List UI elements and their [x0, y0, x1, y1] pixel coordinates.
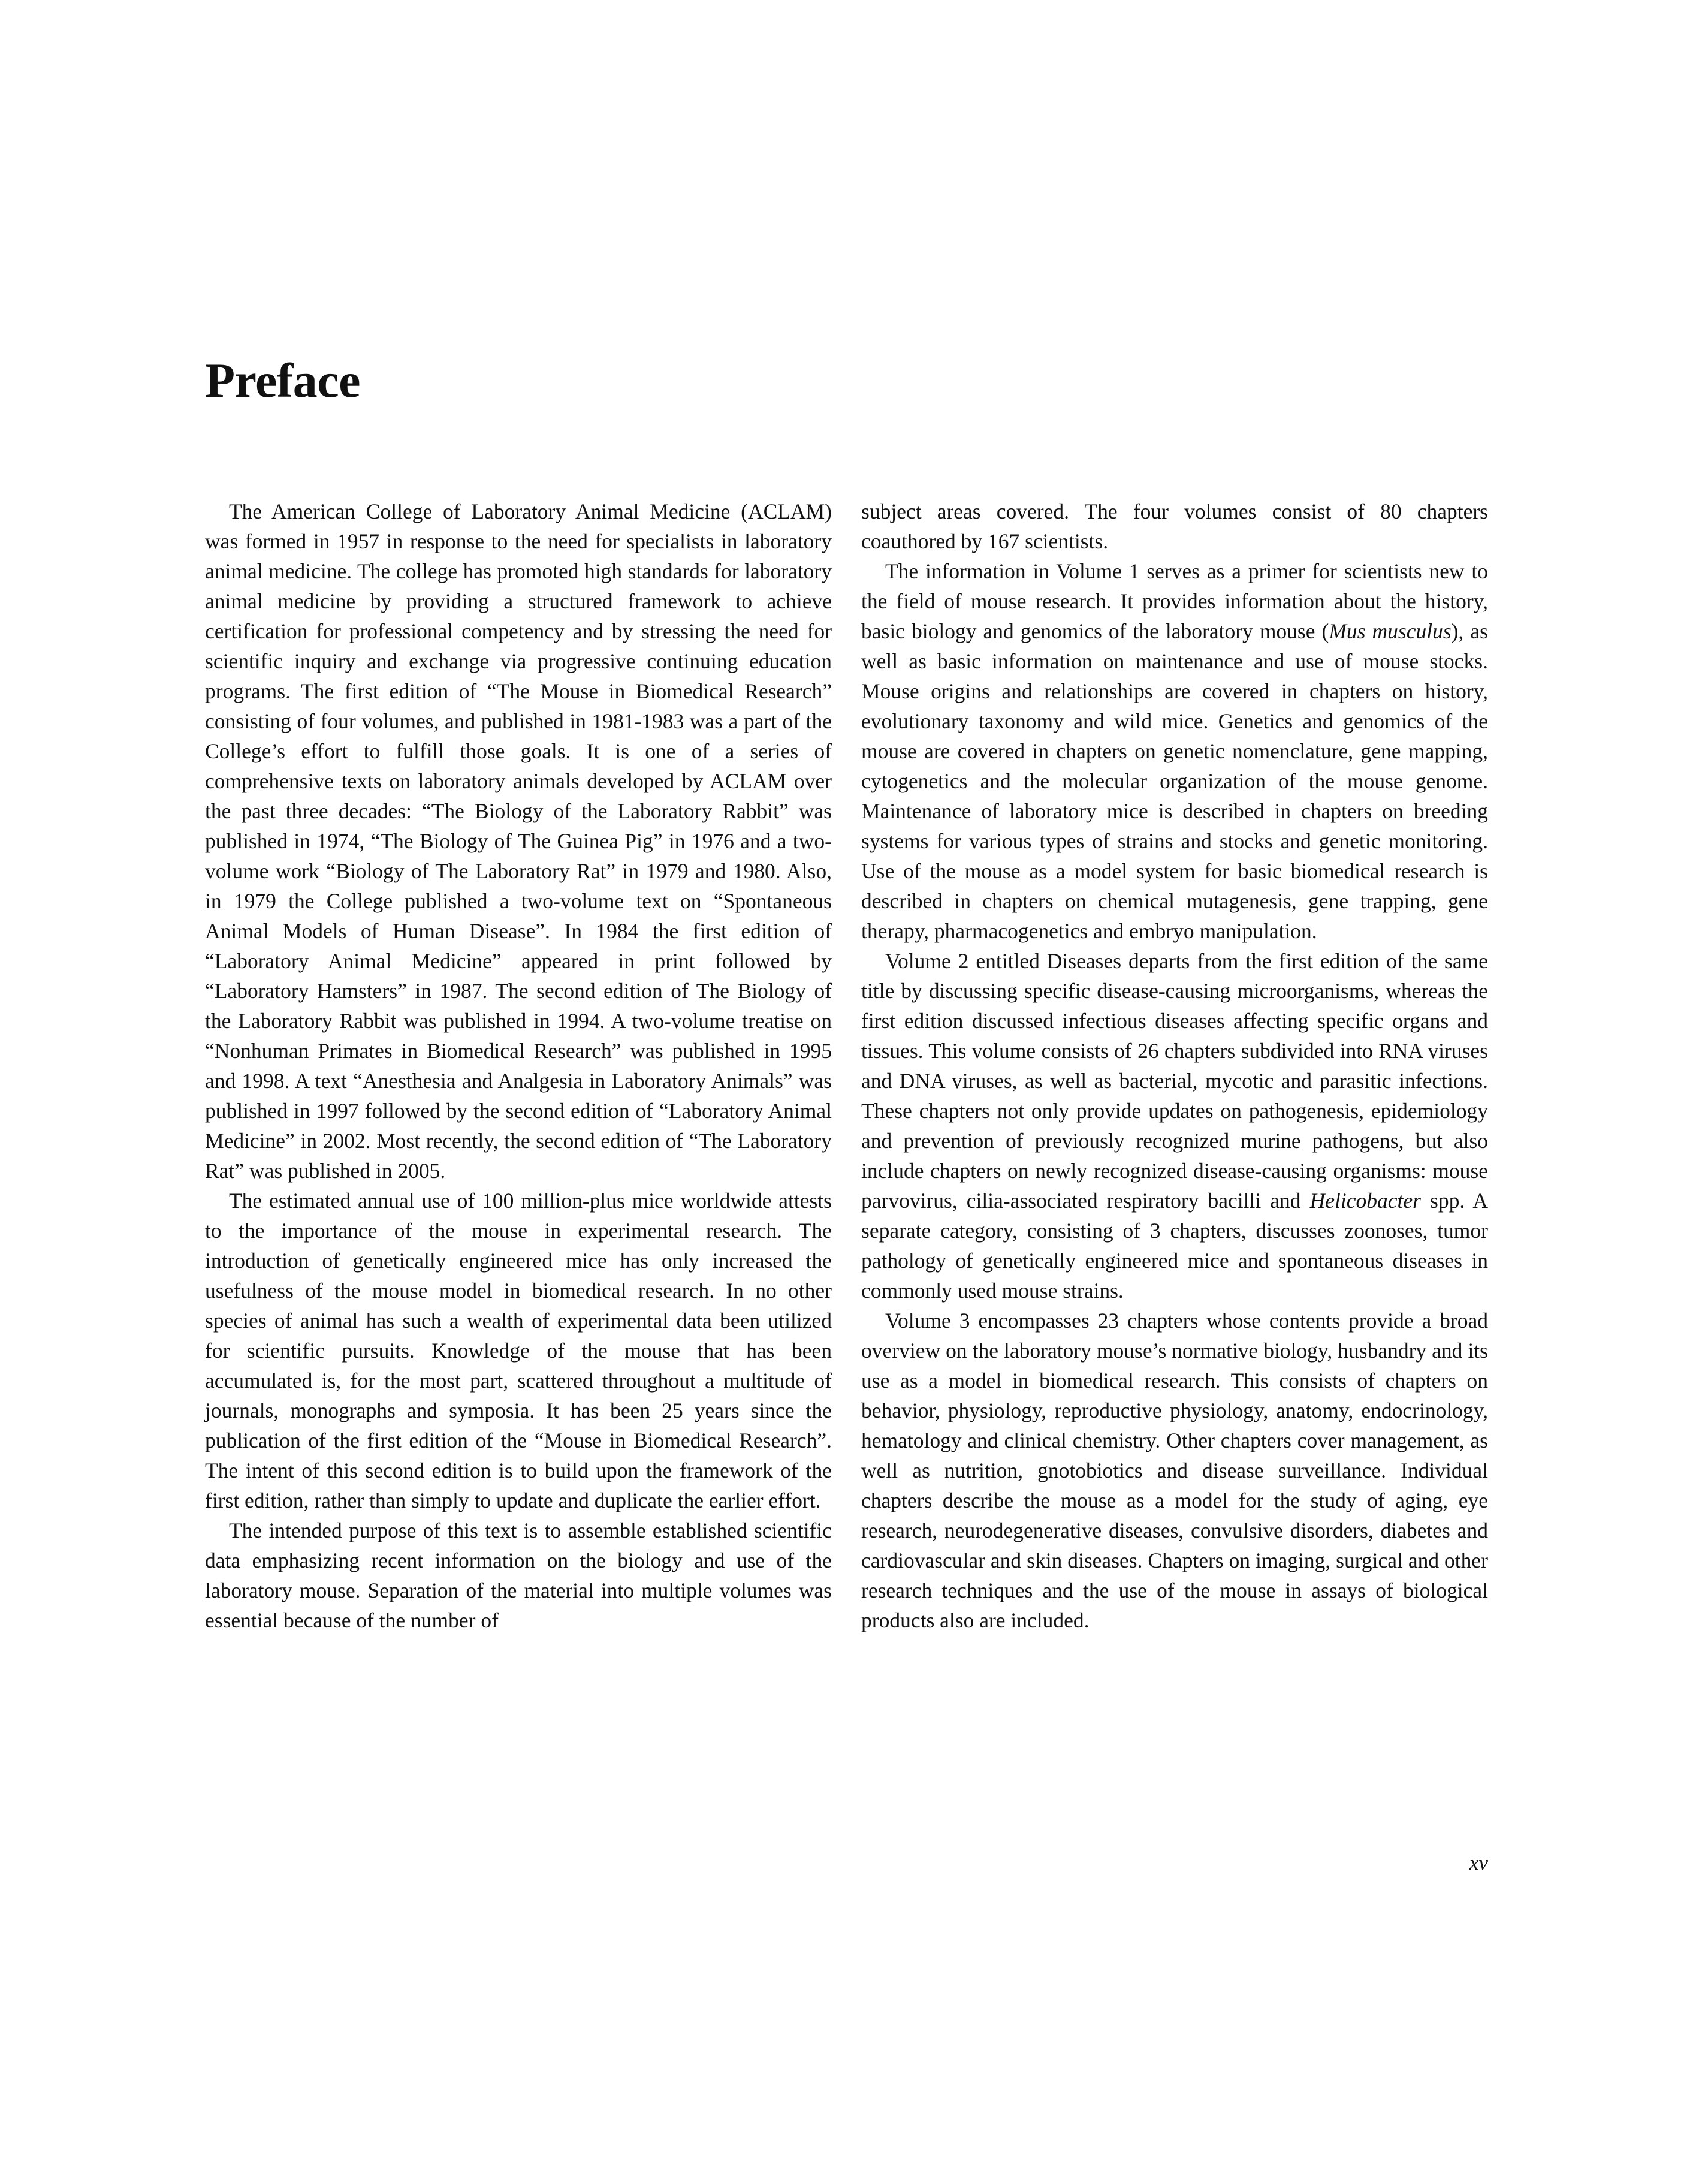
- text-run: The information in Volume 1 serves as a primer for scientists new to the field of mouse research. It provides information about the history, basic biology and genomics of the laboratory mouse (: [861, 559, 1488, 643]
- genus-name: Helicobacter: [1309, 1189, 1421, 1213]
- paragraph-aclam-history: The American College of Laboratory Animal Medicine (ACLAM) was formed in 1957 in response to the need for specialists in laboratory animal medicine. The college has promoted high standards for laboratory animal medicine by providing a structured framework to achieve certification for professional competency and by stressing the need for scientific inquiry and exchange via progressive continuing education programs. The first edition of “The Mouse in Biomedical Research” consisting of four volumes, and published in 1981-1983 was a part of the College’s effort to fulfill those goals. It is one of a series of comprehensive texts on laboratory animals developed by ACLAM over the past three decades: “The Biology of the Laboratory Rabbit” was published in 1974, “The Biology of The Guinea Pig” in 1976 and a two-volume work “Biology of The Laboratory Rat” in 1979 and 1980. Also, in 1979 the College published a two-volume text on “Spontaneous Animal Models of Human Disease”. In 1984 the first edition of “Laboratory Animal Medicine” appeared in print followed by “Laboratory Hamsters” in 1987. The second edition of The Biology of the Laboratory Rabbit was published in 1994. A two-volume treatise on “Nonhuman Primates in Biomedical Research” was published in 1995 and 1998. A text “Anesthesia and Analgesia in Laboratory Animals” was published in 1997 followed by the second edition of “Laboratory Animal Medicine” in 2002. Most recently, the second edition of “The Laboratory Rat” was published in 2005.: [205, 499, 832, 1183]
- paragraph-volume-1: [861, 556, 1488, 946]
- paragraph-volume-2: [861, 946, 1488, 1306]
- paragraph-volume-3: Volume 3 encompasses 23 chapters whose contents provide a broad overview on the laboratory mouse’s normative biology, husbandry and its use as a model in biomedical research. This consists of chapters on behavior, physiology, reproductive physiology, anatomy, endocrinology, hematology and clinical chemistry. Other chapters cover management, as well as nutrition, gnotobiotics and disease surveillance. Individual chapters describe the mouse as a model for the study of aging, eye research, neurodegenerative diseases, convulsive disorders, diabetes and cardiovascular and skin diseases. Chapters on imaging, surgical and other research techniques and the use of the mouse in assays of biological products also are included.: [861, 1309, 1488, 1632]
- right-text-column: [861, 496, 1488, 1635]
- left-text-column: [205, 496, 832, 1635]
- text-run: spp. A separate category, consisting of 3 chapters, discusses zoonoses, tumor pathology of genetically engineered mice and spontaneous diseases in commonly used mouse strains.: [861, 1189, 1488, 1303]
- text-run: Volume 2 entitled Diseases departs from the first edition of the same title by discussing specific disease-causing microorganisms, whereas the first edition discussed infectious diseases affecting specific organs and tissues. This volume consists of 26 chapters subdivided into RNA viruses and DNA viruses, as well as bacterial, mycotic and parasitic infections. These chapters not only provide updates on pathogenesis, epidemiology and prevention of previously recognized murine pathogens, but also include chapters on newly recognized disease-causing organisms: mouse parvovirus, cilia-associated respiratory bacilli and: [861, 949, 1488, 1213]
- page-title: Preface: [205, 353, 360, 408]
- text-run: ), as well as basic information on maintenance and use of mouse stocks. Mouse origins and relationships are covered in chapters on history, evolutionary taxonomy and wild mice. Genetics and genomics of the mouse are covered in chapters on genetic nomenclature, gene mapping, cytogenetics and the molecular organization of the mouse genome. Maintenance of laboratory mice is described in chapters on breeding systems for various types of strains and stocks and genetic monitoring. Use of the mouse as a model system for basic biomedical research is described in chapters on chemical mutagenesis, gene trapping, gene therapy, pharmacogenetics and embryo manipulation.: [861, 619, 1488, 943]
- page-number: xv: [1469, 1851, 1488, 1874]
- species-name: Mus musculus: [1329, 619, 1452, 643]
- paragraph-mouse-use: The estimated annual use of 100 million-plus mice worldwide attests to the importance of the mouse in experimental research. The introduction of genetically engineered mice has only increased the usefulness of the mouse model in biomedical research. In no other species of animal has such a wealth of experimental data been utilized for scientific pursuits. Knowledge of the mouse that has been accumulated is, for the most part, scattered throughout a multitude of journals, monographs and symposia. It has been 25 years since the publication of the first edition of the “Mouse in Biomedical Research”. The intent of this second edition is to build upon the framework of the first edition, rather than simply to update and duplicate the earlier effort.: [205, 1189, 832, 1512]
- paragraph-continuation: subject areas covered. The four volumes consist of 80 chapters coauthored by 167 scientists.: [861, 499, 1488, 553]
- paragraph-purpose: The intended purpose of this text is to assemble established scientific data emphasizing recent information on the biology and use of the laboratory mouse. Separation of the material into multiple volumes was essential because of the number of: [205, 1518, 832, 1632]
